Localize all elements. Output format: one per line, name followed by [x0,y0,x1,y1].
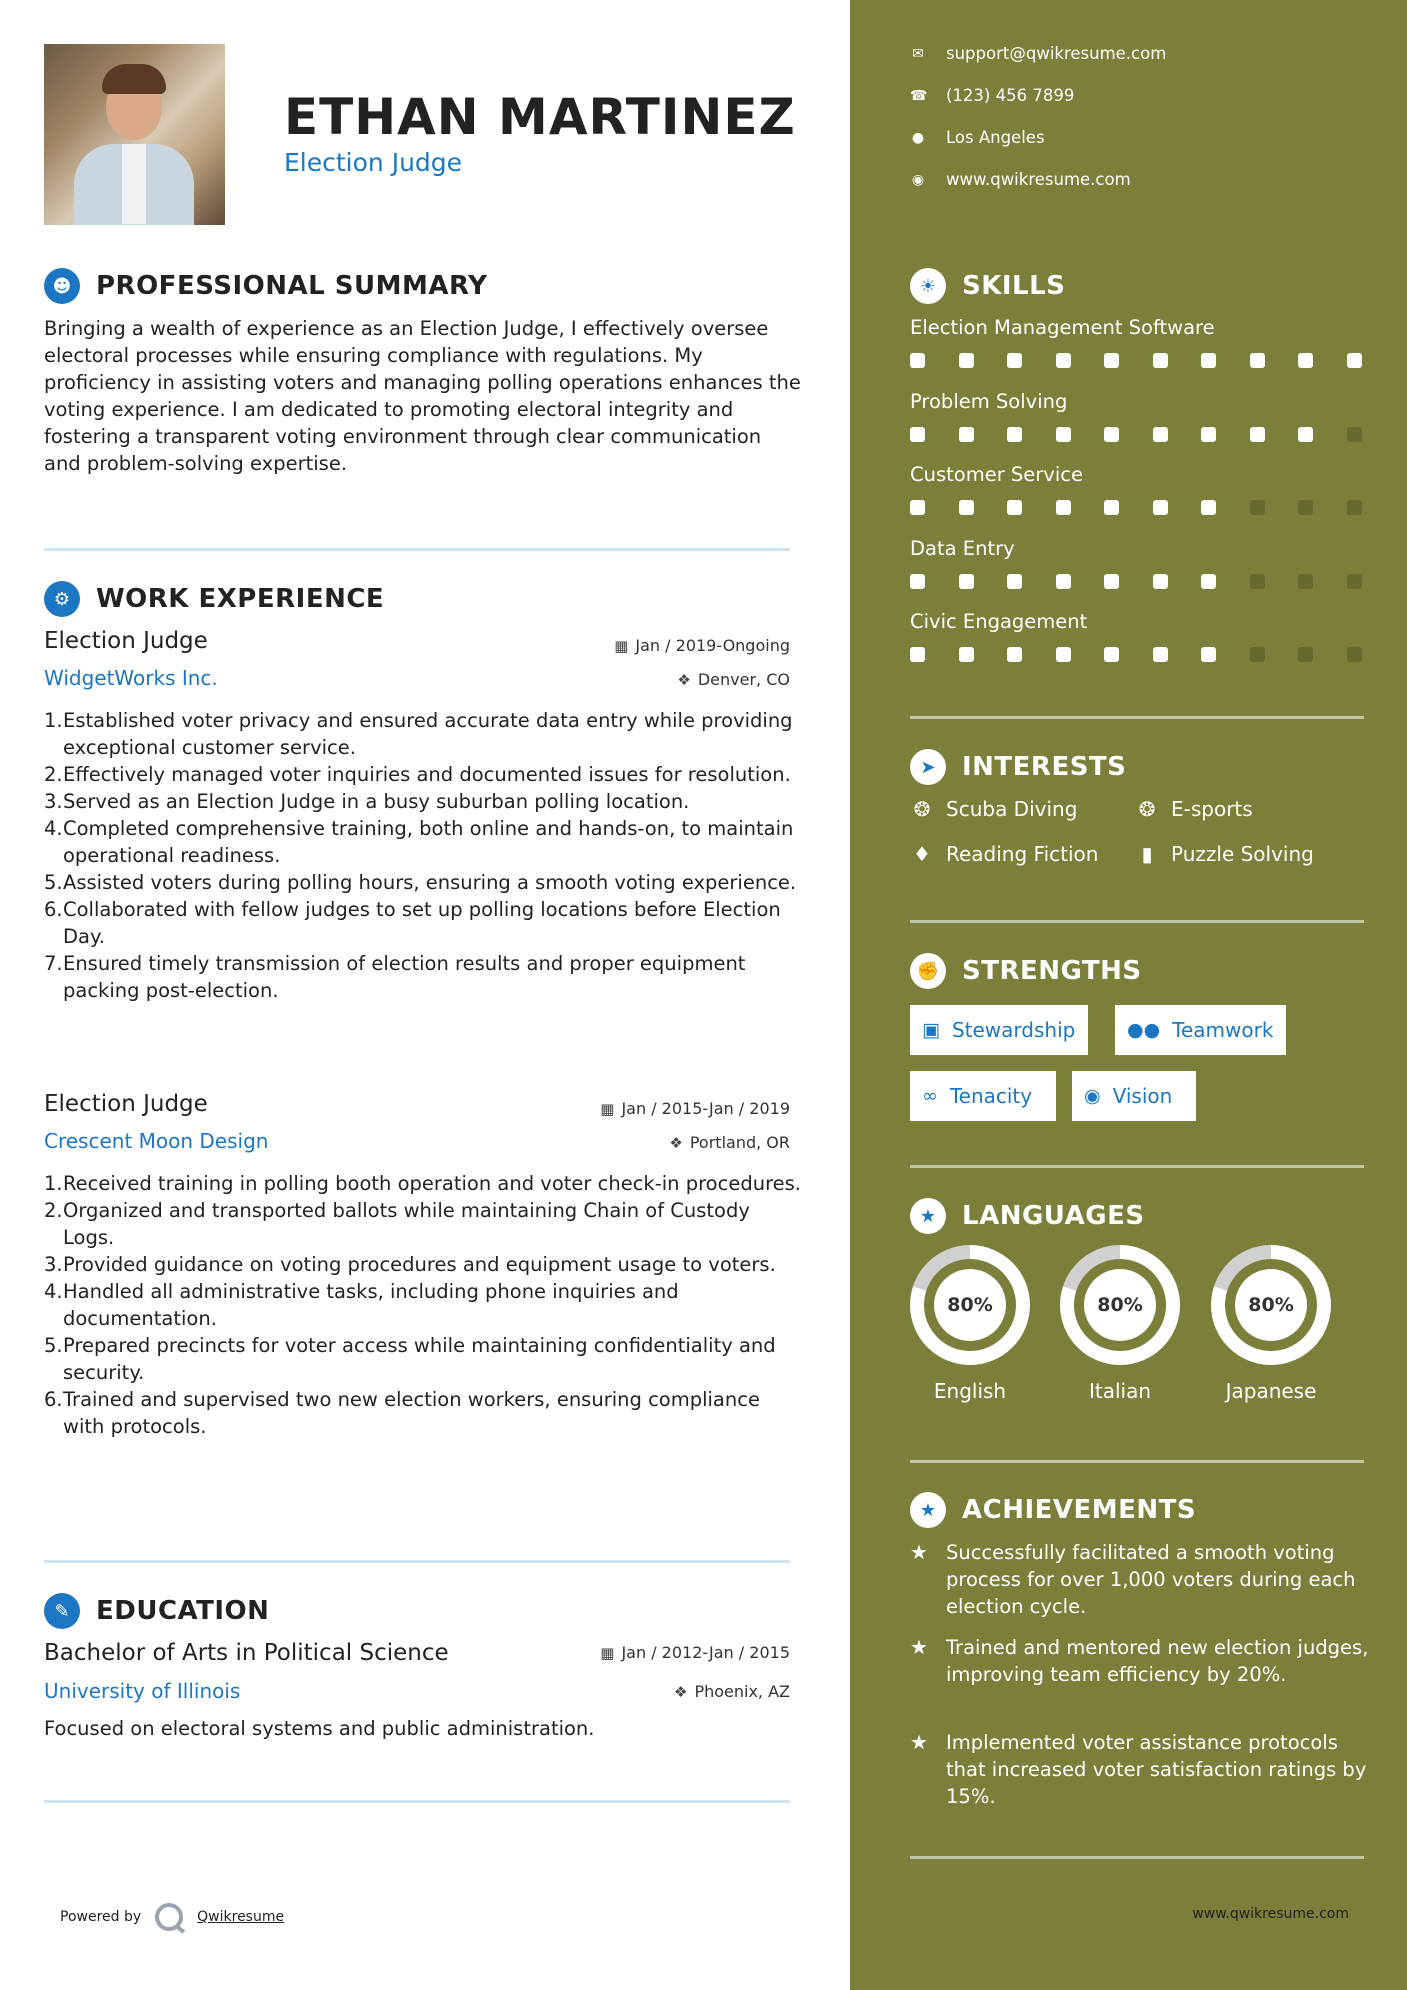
lifebuoy-icon: ❂ [1138,797,1156,821]
rating-dot [1347,574,1362,589]
profile-photo [44,44,225,225]
rating-dot [1298,647,1313,662]
list-item: 1. Received training in polling booth operation and voter check-in procedures. [44,1172,802,1195]
education-heading: ✎ EDUCATION [44,1593,269,1629]
rating-dot [1347,353,1362,368]
achievement-item: ★ Successfully facilitated a smooth voting process for over 1,000 voters during each election cycle. [910,1540,1356,1618]
interest-item: ♦ Reading Fiction [910,842,1098,866]
skill-rating [910,647,1395,662]
section-divider [910,1165,1364,1168]
rating-dot [1201,427,1216,442]
achievement-item: ★ Implemented voter assistance protocols that increased voter satisfaction ratings by 15%. [910,1730,1367,1808]
rating-dot [1298,427,1313,442]
section-divider [910,716,1364,719]
calendar-icon: ▦ [600,1099,615,1118]
skill-name: Data Entry [910,537,1015,560]
rating-dot [1007,574,1022,589]
rating-dot [1201,353,1216,368]
rating-dot [1347,500,1362,515]
education-description: Focused on electoral systems and public administration. [44,1717,595,1740]
rating-dot [959,427,974,442]
star-icon: ★ [910,1635,928,1659]
skill-name: Problem Solving [910,390,1068,413]
rating-dot [1007,647,1022,662]
sidebar [850,0,1407,1990]
interest-item: ▮ Puzzle Solving [1135,842,1314,866]
rating-dot [1104,500,1119,515]
interest-item: ❂ E-sports [1135,797,1253,821]
paper-plane-icon: ➤ [910,749,946,785]
rating-dot [1347,427,1362,442]
rating-dot [1056,647,1071,662]
language-item [910,1245,1030,1403]
rating-dot [1201,500,1216,515]
language-percent: 80% [1084,1269,1156,1341]
globe-icon: ◉ [911,171,925,188]
language-progress-ring [910,1245,1030,1365]
book-icon: ▮ [1141,842,1153,866]
pin-icon: ❖ [669,1133,683,1152]
language-progress-ring [1060,1245,1180,1365]
rating-dot [1104,647,1119,662]
list-item: 6. Trained and supervised two new election workers, ensuring compliance with protocols. [44,1388,760,1438]
rating-dot [1007,500,1022,515]
section-divider [44,548,790,551]
star-badge-icon: ★ [910,1492,946,1528]
skill-rating [910,353,1395,368]
briefcase-icon: ⚙ [44,581,80,617]
footer-website[interactable]: www.qwikresume.com [1192,1906,1349,1922]
candidate-name: ETHAN MARTINEZ [284,88,796,146]
section-divider [44,1800,790,1803]
rating-dot [1153,574,1168,589]
gamepad-icon: ♦ [913,842,931,866]
lifebuoy-icon: ❂ [913,797,931,821]
rating-dot [1298,353,1313,368]
rating-dot [1153,647,1168,662]
rating-dot [910,427,925,442]
rating-dot [1056,353,1071,368]
list-item: 5. Prepared precincts for voter access while maintaining confidentiality and security. [44,1334,776,1384]
fist-icon: ✊ [910,953,946,989]
star-icon: ★ [910,1540,928,1564]
skill-rating [910,427,1395,442]
envelope-icon: ✉ [912,45,924,62]
contact-website[interactable]: ◉ www.qwikresume.com [911,170,1131,189]
summary-heading: ☻ PROFESSIONAL SUMMARY [44,268,487,304]
list-item: 4. Completed comprehensive training, both online and hands-on, to maintain operational readiness. [44,817,794,867]
map-marker-icon: ● [911,129,925,146]
rating-dot [959,500,974,515]
rating-dot [1104,353,1119,368]
job-location: ❖ Portland, OR [669,1133,790,1152]
job-company: WidgetWorks Inc. [44,666,218,690]
degree-title: Bachelor of Arts in Political Science [44,1640,449,1666]
job-duties [44,707,804,1004]
education-dates: ▦ Jan / 2012-Jan / 2015 [600,1643,790,1662]
rating-dot [1298,500,1313,515]
list-item: 2. Organized and transported ballots while maintaining Chain of Custody Logs. [44,1199,750,1249]
rating-dot [910,500,925,515]
strengths-heading: ✊ STRENGTHS [910,953,1142,989]
star-icon: ★ [910,1730,928,1754]
education-location: ❖ Phoenix, AZ [673,1682,790,1701]
rating-dot [959,647,974,662]
users-icon: ●● [1127,1019,1161,1041]
language-progress-ring [1211,1245,1331,1365]
rating-dot [959,574,974,589]
list-item: 3. Provided guidance on voting procedures and equipment usage to voters. [44,1253,776,1276]
strength-chip: ●● Teamwork [1115,1005,1286,1055]
skill-name: Election Management Software [910,316,1215,339]
phone-icon: ☎ [910,87,928,104]
language-name: Italian [1088,1379,1152,1403]
graduation-icon: ✎ [44,1593,80,1629]
rating-dot [1007,427,1022,442]
section-divider [910,1460,1364,1463]
list-item: 2. Effectively managed voter inquiries and documented issues for resolution. [44,763,791,786]
list-item: 5. Assisted voters during polling hours, ensuring a smooth voting experience. [44,871,797,894]
list-item: 1. Established voter privacy and ensured accurate data entry while providing exceptional customer service. [44,709,793,759]
skill-name: Customer Service [910,463,1083,486]
translate-icon: ★ [910,1198,946,1234]
rating-dot [1104,574,1119,589]
rating-dot [1250,427,1265,442]
rating-dot [910,647,925,662]
calendar-icon: ▦ [614,636,629,655]
rating-dot [1056,500,1071,515]
pin-icon: ❖ [673,1682,688,1701]
job-company: Crescent Moon Design [44,1129,269,1153]
job-title: Election Judge [44,1091,208,1117]
language-name: English [933,1379,1007,1403]
skill-rating [910,500,1395,515]
achievement-item: ★ Trained and mentored new election judges, improving team efficiency by 20%. [910,1635,1369,1686]
skills-heading: ☀ SKILLS [910,268,1065,304]
section-divider [910,1856,1364,1859]
contact-location: ● Los Angeles [911,128,1045,147]
rating-dot [1104,427,1119,442]
language-item [1211,1245,1331,1403]
rating-dot [1153,500,1168,515]
language-percent: 80% [934,1269,1006,1341]
contact-email[interactable]: ✉ support@qwikresume.com [910,44,1166,63]
work-heading: ⚙ WORK EXPERIENCE [44,581,384,617]
lightbulb-icon: ☀ [910,268,946,304]
interests-heading: ➤ INTERESTS [910,749,1126,785]
languages-heading: ★ LANGUAGES [910,1198,1145,1234]
rating-dot [959,353,974,368]
rating-dot [1250,353,1265,368]
rating-dot [1153,427,1168,442]
achievements-heading: ★ ACHIEVEMENTS [910,1492,1196,1528]
interest-item: ❂ Scuba Diving [910,797,1077,821]
summary-text: Bringing a wealth of experience as an Election Judge, I effectively oversee electoral processes while ensuring compliance with regulations. My proficiency in assisting voters and managing polling operations enhances the voting experience. I am dedicated to promoting electoral integrity and fostering a transparent voting environment through clear communication and problem-solving expertise. [44,317,801,475]
rating-dot [1153,353,1168,368]
powered-by: Powered by Qwikresume [60,1903,284,1931]
section-divider [910,920,1364,923]
school-name: University of Illinois [44,1679,241,1703]
skill-name: Civic Engagement [910,610,1088,633]
link-icon: ∞ [922,1085,938,1107]
rating-dot [1007,353,1022,368]
rating-dot [1347,647,1362,662]
job-dates: ▦ Jan / 2015-Jan / 2019 [600,1099,790,1118]
strength-chip: ▣ Stewardship [910,1005,1088,1055]
rating-dot [1056,427,1071,442]
qwikresume-link[interactable]: Qwikresume [197,1909,285,1925]
list-item: 4. Handled all administrative tasks, including phone inquiries and documentation. [44,1280,679,1330]
list-item: 7. Ensured timely transmission of election results and proper equipment packing post-election. [44,952,746,1002]
job-title: Election Judge [44,628,208,654]
binoculars-icon: ◉ [1084,1085,1101,1107]
job-duties [44,1170,804,1440]
rating-dot [1201,647,1216,662]
job-location: ❖ Denver, CO [677,670,790,689]
qwikresume-logo-icon [155,1903,183,1931]
rating-dot [1056,574,1071,589]
briefcase-icon: ▣ [922,1019,940,1041]
candidate-title: Election Judge [284,148,463,177]
rating-dot [1250,647,1265,662]
rating-dot [1250,574,1265,589]
rating-dot [1250,500,1265,515]
rating-dot [1298,574,1313,589]
list-item: 3. Served as an Election Judge in a busy suburban polling location. [44,790,690,813]
rating-dot [1201,574,1216,589]
contact-phone[interactable]: ☎ (123) 456 7899 [910,86,1075,105]
rating-dot [910,353,925,368]
language-percent: 80% [1235,1269,1307,1341]
strength-chip: ◉ Vision [1072,1071,1196,1121]
language-name: Japanese [1225,1379,1317,1403]
strength-chip: ∞ Tenacity [910,1071,1056,1121]
pin-icon: ❖ [677,670,691,689]
job-dates: ▦ Jan / 2019-Ongoing [614,636,790,655]
user-icon: ☻ [44,268,80,304]
list-item: 6. Collaborated with fellow judges to set up polling locations before Election Day. [44,898,781,948]
calendar-icon: ▦ [600,1643,615,1662]
rating-dot [910,574,925,589]
skill-rating [910,574,1395,589]
section-divider [44,1560,790,1563]
language-item [1060,1245,1180,1403]
